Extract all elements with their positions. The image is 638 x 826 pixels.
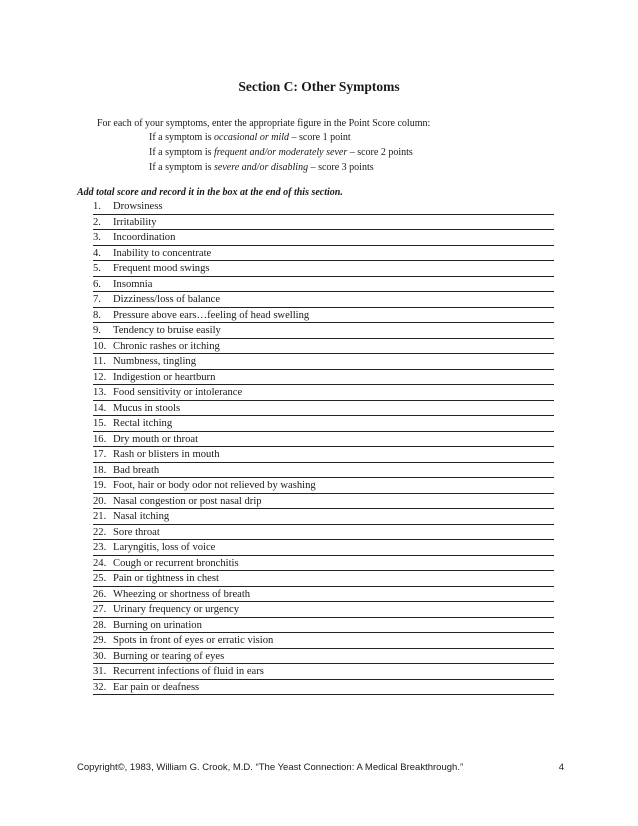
- symptom-label: Spots in front of eyes or erratic vision: [113, 635, 274, 646]
- symptom-number: 18.: [93, 464, 107, 476]
- symptom-row[interactable]: [93, 246, 554, 262]
- symptom-label: Nasal congestion or post nasal drip: [113, 495, 262, 507]
- symptom-number: 5.: [93, 263, 101, 274]
- symptom-label: Recurrent infections of fluid in ears: [113, 666, 264, 677]
- symptom-number: 30.: [93, 650, 107, 662]
- symptom-number: 11.: [93, 356, 106, 367]
- symptom-number: 32.: [93, 681, 107, 693]
- symptom-label: Ear pain or deafness: [113, 681, 200, 693]
- symptom-label: Insomnia: [113, 278, 153, 290]
- page-title: Section C: Other Symptoms: [238, 79, 400, 94]
- symptom-number: 24.: [93, 557, 107, 569]
- symptom-number: 9.: [93, 325, 101, 336]
- symptom-number: 22.: [93, 526, 107, 538]
- symptom-label: Cough or recurrent bronchitis: [113, 557, 239, 569]
- symptom-label: Burning on urination: [113, 619, 202, 631]
- symptom-number: 31.: [93, 666, 107, 677]
- symptom-row[interactable]: [93, 323, 554, 339]
- symptom-label: Wheezing or shortness of breath: [113, 588, 251, 600]
- footer: [77, 762, 564, 773]
- symptom-number: 6.: [93, 278, 101, 290]
- symptom-label: Mucus in stools: [113, 402, 181, 414]
- symptom-number: 14.: [93, 402, 107, 414]
- symptom-number: 20.: [93, 495, 107, 507]
- page-number: 4: [558, 762, 564, 773]
- symptom-row[interactable]: [93, 354, 554, 370]
- symptom-label: Urinary frequency or urgency: [113, 604, 239, 615]
- symptom-number: 13.: [93, 387, 107, 398]
- symptom-label: Food sensitivity or intolerance: [113, 387, 243, 398]
- symptom-label: Chronic rashes or itching: [113, 340, 220, 352]
- symptom-label: Laryngitis, loss of voice: [113, 542, 216, 553]
- copyright-text: Copyright©, 1983, William G. Crook, M.D. “The Yeast Connection: A Medical Breakthrough.”: [77, 762, 464, 773]
- symptom-label: Bad breath: [113, 464, 160, 476]
- symptom-number: 8.: [93, 309, 101, 321]
- symptom-row[interactable]: [93, 680, 554, 696]
- symptom-label: Foot, hair or body odor not relieved by washing: [113, 480, 316, 491]
- symptom-row[interactable]: [93, 308, 554, 324]
- symptom-label: Rash or blisters in mouth: [113, 449, 220, 460]
- symptom-number: 26.: [93, 588, 107, 600]
- symptom-row[interactable]: [93, 478, 554, 494]
- symptom-row[interactable]: [93, 587, 554, 603]
- symptom-number: 7.: [93, 294, 101, 305]
- symptom-row[interactable]: [93, 385, 554, 401]
- score-rule-2: If a symptom is frequent and/or moderately sever – score 2 points: [149, 147, 413, 158]
- symptom-row[interactable]: [93, 540, 554, 556]
- symptom-number: 28.: [93, 619, 107, 631]
- symptom-label: Pressure above ears…feeling of head swelling: [113, 309, 310, 321]
- symptom-row[interactable]: [93, 509, 554, 525]
- symptom-number: 23.: [93, 542, 107, 553]
- symptom-row[interactable]: [93, 215, 554, 231]
- symptom-label: Rectal itching: [113, 418, 173, 429]
- symptom-number: 3.: [93, 232, 101, 243]
- symptom-row[interactable]: [93, 664, 554, 680]
- symptom-number: 10.: [93, 340, 107, 352]
- symptom-number: 19.: [93, 480, 107, 491]
- symptom-label: Tendency to bruise easily: [113, 325, 221, 336]
- symptom-row[interactable]: [93, 463, 554, 479]
- symptom-list: [93, 199, 554, 695]
- symptom-row[interactable]: [93, 556, 554, 572]
- symptom-number: 2.: [93, 216, 101, 228]
- symptom-row[interactable]: [93, 277, 554, 293]
- symptom-row[interactable]: [93, 292, 554, 308]
- symptom-row[interactable]: [93, 401, 554, 417]
- symptom-label: Pain or tightness in chest: [113, 573, 219, 584]
- symptom-row[interactable]: [93, 416, 554, 432]
- symptom-number: 17.: [93, 449, 107, 460]
- symptom-label: Sore throat: [113, 526, 160, 538]
- symptom-number: 21.: [93, 511, 107, 522]
- symptom-label: Dry mouth or throat: [113, 433, 199, 445]
- symptom-number: 1.: [93, 201, 101, 212]
- symptom-row[interactable]: [93, 633, 554, 649]
- symptom-label: Indigestion or heartburn: [113, 371, 216, 383]
- symptom-number: 27.: [93, 604, 107, 615]
- symptom-number: 12.: [93, 371, 107, 383]
- symptom-label: Irritability: [113, 216, 157, 228]
- instruction-text: Add total score and record it in the box at the end of this section.: [77, 187, 343, 198]
- symptom-number: 15.: [93, 418, 107, 429]
- symptom-label: Inability to concentrate: [113, 247, 212, 259]
- score-rule-1: If a symptom is occasional or mild – score 1 point: [149, 132, 351, 143]
- symptom-row[interactable]: [93, 261, 554, 277]
- symptom-label: Incoordination: [113, 232, 176, 243]
- symptom-row[interactable]: [93, 230, 554, 246]
- symptom-number: 29.: [93, 635, 107, 646]
- symptom-row[interactable]: [93, 432, 554, 448]
- intro-text: For each of your symptoms, enter the appropriate figure in the Point Score column:: [97, 118, 431, 129]
- symptom-row[interactable]: [93, 339, 554, 355]
- symptom-label: Dizziness/loss of balance: [113, 294, 221, 305]
- symptom-row[interactable]: [93, 199, 554, 215]
- symptom-row[interactable]: [93, 494, 554, 510]
- symptom-row[interactable]: [93, 370, 554, 386]
- symptom-number: 16.: [93, 433, 107, 445]
- score-rule-3: If a symptom is severe and/or disabling – score 3 points: [149, 162, 374, 173]
- symptom-label: Nasal itching: [113, 511, 170, 522]
- symptom-label: Burning or tearing of eyes: [113, 650, 225, 662]
- symptom-row[interactable]: [93, 571, 554, 587]
- symptom-number: 4.: [93, 247, 101, 259]
- symptom-number: 25.: [93, 573, 107, 584]
- symptom-row[interactable]: [93, 649, 554, 665]
- symptom-label: Numbness, tingling: [113, 356, 196, 367]
- symptom-row[interactable]: [93, 602, 554, 618]
- symptom-row[interactable]: [93, 618, 554, 634]
- symptom-label: Drowsiness: [113, 201, 163, 212]
- symptom-row[interactable]: [93, 447, 554, 463]
- symptom-row[interactable]: [93, 525, 554, 541]
- symptom-label: Frequent mood swings: [113, 263, 210, 274]
